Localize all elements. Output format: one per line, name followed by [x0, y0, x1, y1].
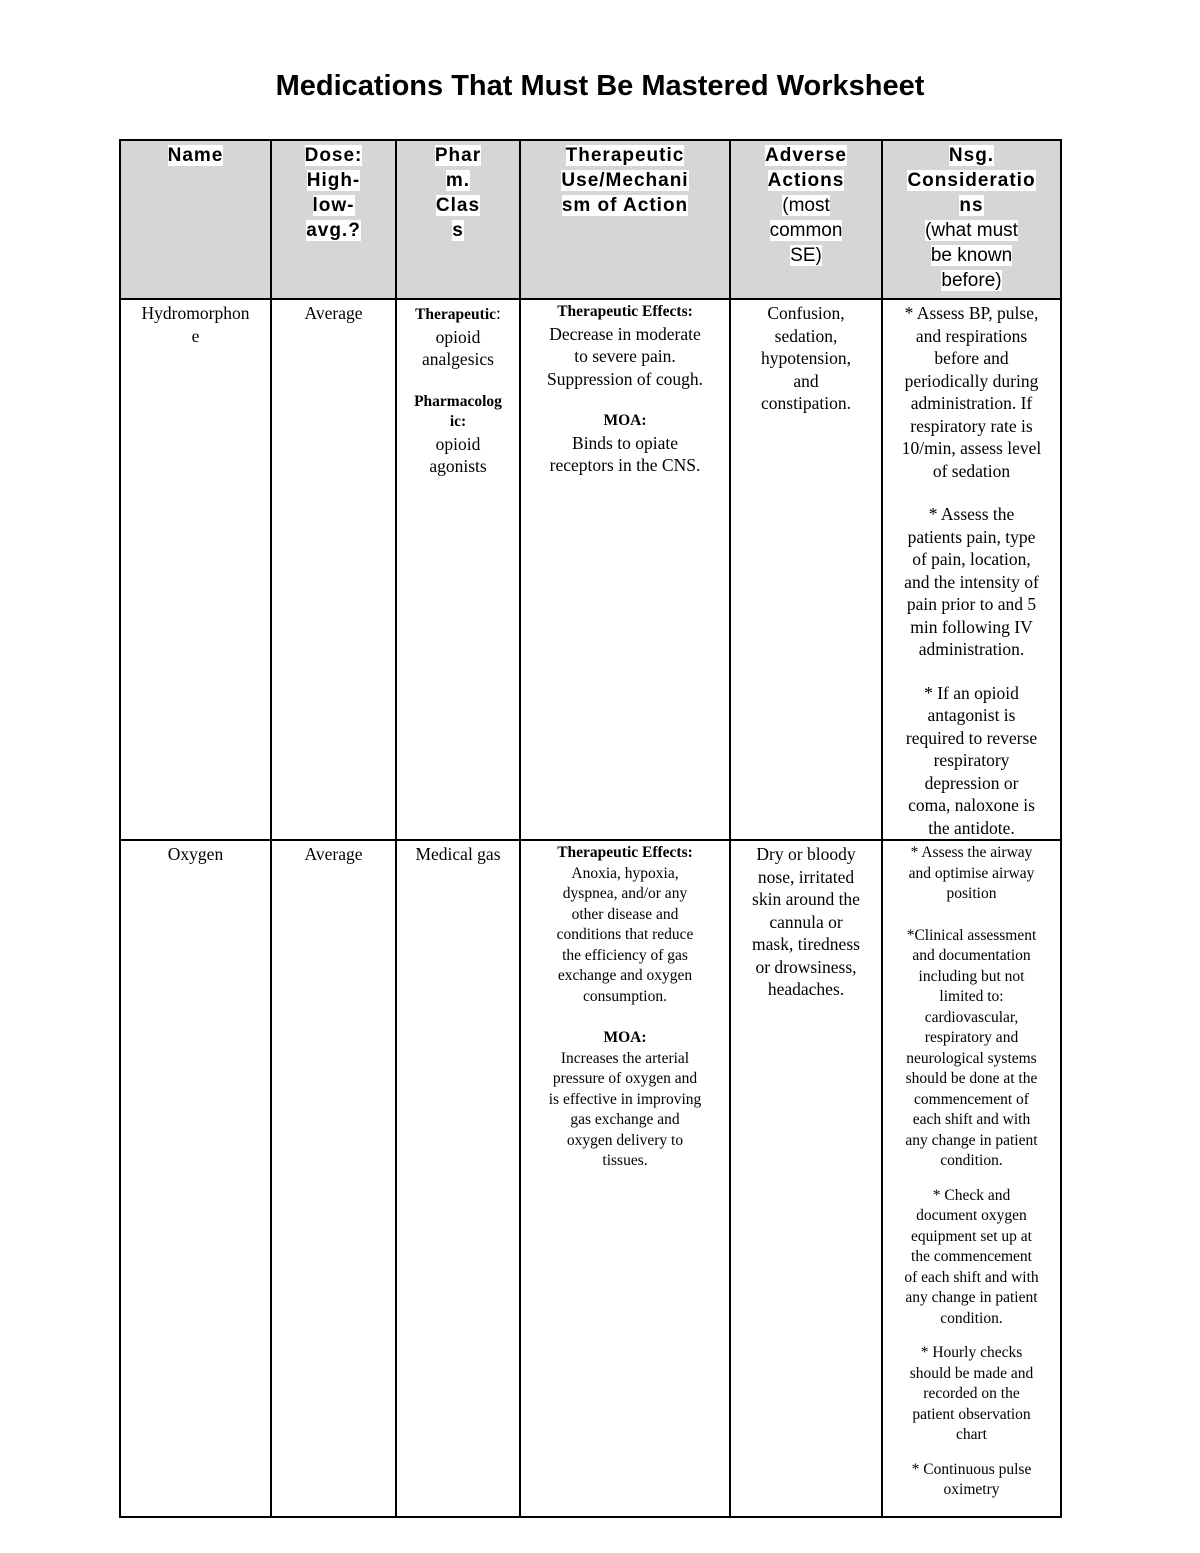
cell-line: oximetry [943, 1481, 1000, 1498]
cell-name [120, 299, 271, 840]
cell-line: Medical gas [415, 844, 501, 864]
header-adverse-sub-line: (most [782, 195, 830, 216]
cell-pharm-class [396, 299, 520, 840]
cell-line: Anoxia, hypoxia, [571, 864, 679, 882]
header-pharm-line: s [452, 220, 464, 241]
cell-line: before and [934, 348, 1009, 368]
header-dose-line: High- [306, 170, 361, 191]
cell-line: and optimise airway [908, 864, 1035, 882]
cell-line: dyspnea, and/or any [562, 885, 688, 902]
moa-label: MOA: [603, 1029, 647, 1046]
cell-line: should be made and [909, 1364, 1034, 1382]
cell-line: condition. [940, 1152, 1003, 1169]
cell-line: administration. [918, 639, 1025, 659]
cell-line: patients pain, type [907, 526, 1036, 547]
cell-line: antagonist is [927, 705, 1016, 725]
cell-nsg-considerations [882, 299, 1061, 840]
header-adverse-line: Adverse [765, 145, 847, 166]
pharm-pharmacologic-label: Pharmacolog [414, 392, 502, 410]
cell-line: other disease and [571, 905, 679, 923]
header-nsg-considerations [882, 140, 1061, 299]
cell-line: Oxygen [167, 844, 224, 864]
cell-line: coma, naloxone is [908, 795, 1035, 815]
cell-line: Confusion, [767, 303, 845, 323]
header-pharm-line: Clas [435, 195, 481, 216]
cell-line: Decrease in moderate [549, 323, 701, 344]
cell-line: the efficiency of gas [562, 946, 688, 964]
header-therapeutic-line: sm of Action [561, 195, 689, 216]
cell-line: Suppression of cough. [546, 368, 704, 389]
cell-line: pain prior to and 5 [906, 594, 1037, 614]
cell-line: depression or [924, 772, 1019, 793]
cell-line: sedation, [774, 325, 838, 346]
page-title: Medications That Must Be Mastered Worksheet [275, 70, 925, 102]
cell-line: periodically during [904, 370, 1039, 391]
cell-line: and respirations [915, 325, 1028, 346]
table-row [120, 840, 1061, 1517]
cell-line: commencement of [914, 1090, 1029, 1108]
cell-line: * Continuous pulse [911, 1460, 1032, 1478]
cell-line: gas exchange and [570, 1111, 680, 1128]
cell-line: Binds to opiate [572, 432, 678, 453]
header-therapeutic-line: Use/Mechani [561, 170, 689, 191]
cell-line: min following IV [910, 616, 1033, 637]
cell-line: chart [956, 1426, 987, 1443]
cell-line: agonists [429, 456, 487, 476]
cell-line: any change in patient [905, 1131, 1038, 1149]
cell-line: conditions that reduce [556, 926, 694, 943]
cell-line: Increases the arterial [560, 1049, 690, 1067]
cell-line: constipation. [761, 393, 851, 413]
cell-line: Hydromorphon [141, 303, 250, 323]
cell-line: oxygen delivery to [566, 1131, 684, 1149]
cell-line: exchange and oxygen [557, 967, 693, 984]
cell-line: to severe pain. [574, 346, 676, 366]
cell-dose [271, 840, 396, 1517]
cell-line: any change in patient [905, 1289, 1038, 1306]
cell-line: nose, irritated [757, 866, 855, 887]
cell-line: cannula or [769, 911, 843, 932]
cell-line: cardiovascular, [924, 1008, 1019, 1026]
cell-line: * Assess the airway [910, 844, 1033, 861]
header-pharm-class [396, 140, 520, 299]
cell-line: respiratory rate is [910, 415, 1033, 436]
header-row [120, 140, 1061, 299]
header-adverse-sub-line: SE) [790, 245, 822, 266]
cell-therapeutic-use [520, 840, 730, 1517]
header-dose-line: avg.? [306, 220, 361, 241]
cell-therapeutic-use [520, 299, 730, 840]
cell-adverse-actions [730, 299, 882, 840]
cell-line: administration. If [910, 393, 1033, 413]
cell-line: including but not [918, 967, 1025, 985]
cell-line: of sedation [932, 460, 1011, 481]
cell-line: * Hourly checks [920, 1344, 1023, 1361]
cell-line: consumption. [583, 987, 667, 1005]
table-row [120, 299, 1061, 840]
header-adverse-line: Actions [767, 170, 845, 191]
cell-line: * Check and [932, 1186, 1011, 1204]
cell-line: Average [304, 844, 363, 864]
cell-line: opioid [435, 433, 481, 454]
header-dose [271, 140, 396, 299]
header-therapeutic-line: Therapeutic [565, 145, 685, 166]
cell-adverse-actions [730, 840, 882, 1517]
cell-line: and documentation [912, 947, 1031, 964]
cell-line: * Assess BP, pulse, [904, 303, 1039, 323]
cell-line: document oxygen [916, 1207, 1027, 1224]
header-pharm-line: Phar [434, 145, 482, 166]
cell-line: required to reverse [905, 727, 1038, 748]
cell-line: the antidote. [928, 817, 1015, 838]
cell-line: respiratory and [924, 1029, 1019, 1046]
cell-line: analgesics [422, 349, 494, 369]
moa-label: MOA: [603, 412, 647, 429]
cell-line: pressure of oxygen and [552, 1070, 698, 1087]
cell-line: and [793, 370, 819, 391]
cell-line: hypotension, [761, 348, 851, 368]
cell-nsg-considerations [882, 840, 1061, 1517]
cell-line: recorded on the [923, 1385, 1020, 1402]
cell-line: tissues. [602, 1152, 648, 1169]
header-nsg-line: Nsg. [948, 145, 995, 166]
cell-line: neurological systems [906, 1049, 1037, 1067]
cell-line: of pain, location, [912, 549, 1031, 569]
therapeutic-effects-label: Therapeutic Effects: [557, 844, 693, 861]
therapeutic-effects-label: Therapeutic Effects: [557, 303, 693, 320]
cell-line: receptors in the CNS. [549, 455, 701, 475]
header-adverse-sub-line: common [769, 220, 843, 241]
cell-line: equipment set up at [911, 1227, 1032, 1245]
cell-line: patient observation [912, 1405, 1031, 1423]
header-name [120, 140, 271, 299]
header-adverse-actions [730, 140, 882, 299]
cell-line: condition. [940, 1309, 1003, 1327]
cell-line: 10/min, assess level [901, 438, 1042, 458]
header-dose-line: low- [312, 195, 355, 216]
pharm-pharmacologic-label: ic: [449, 413, 467, 430]
cell-line: limited to: [939, 988, 1004, 1005]
header-therapeutic-use [520, 140, 730, 299]
header-nsg-sub-line: be known [930, 245, 1013, 266]
header-nsg-sub-line: (what must [925, 220, 1018, 241]
cell-line: * If an opioid [924, 682, 1019, 703]
cell-line: mask, tiredness [752, 934, 860, 954]
cell-line: is effective in improving [548, 1090, 702, 1108]
cell-line: Average [304, 303, 363, 323]
cell-name [120, 840, 271, 1517]
cell-line: or drowsiness, [755, 956, 857, 977]
cell-line: opioid [435, 326, 481, 347]
cell-line: *Clinical assessment [906, 926, 1037, 944]
cell-pharm-class [396, 840, 520, 1517]
pharm-therapeutic-colon: : [496, 303, 501, 323]
header-dose-line: Dose: [304, 145, 363, 166]
cell-line: the commencement [911, 1248, 1032, 1265]
cell-line: respiratory [933, 750, 1010, 770]
header-nsg-sub-line: before) [941, 270, 1002, 291]
cell-line: position [946, 885, 997, 902]
cell-line: each shift and with [912, 1111, 1031, 1128]
header-nsg-line: Consideratio [907, 170, 1036, 191]
cell-line: and the intensity of [904, 571, 1039, 592]
pharm-therapeutic-label: Therapeutic [415, 306, 497, 323]
cell-dose [271, 299, 396, 840]
cell-line: headaches. [767, 979, 845, 999]
cell-line: e [191, 325, 200, 346]
cell-line: should be done at the [905, 1070, 1038, 1087]
cell-line: * Assess the [928, 504, 1015, 524]
header-nsg-line: ns [959, 195, 984, 216]
cell-line: skin around the [752, 889, 860, 909]
header-pharm-line: m. [445, 170, 471, 191]
medications-table [119, 139, 1062, 1518]
cell-line: of each shift and with [904, 1268, 1039, 1286]
cell-line: Dry or bloody [756, 844, 856, 864]
header-name-text: Name [167, 145, 224, 166]
